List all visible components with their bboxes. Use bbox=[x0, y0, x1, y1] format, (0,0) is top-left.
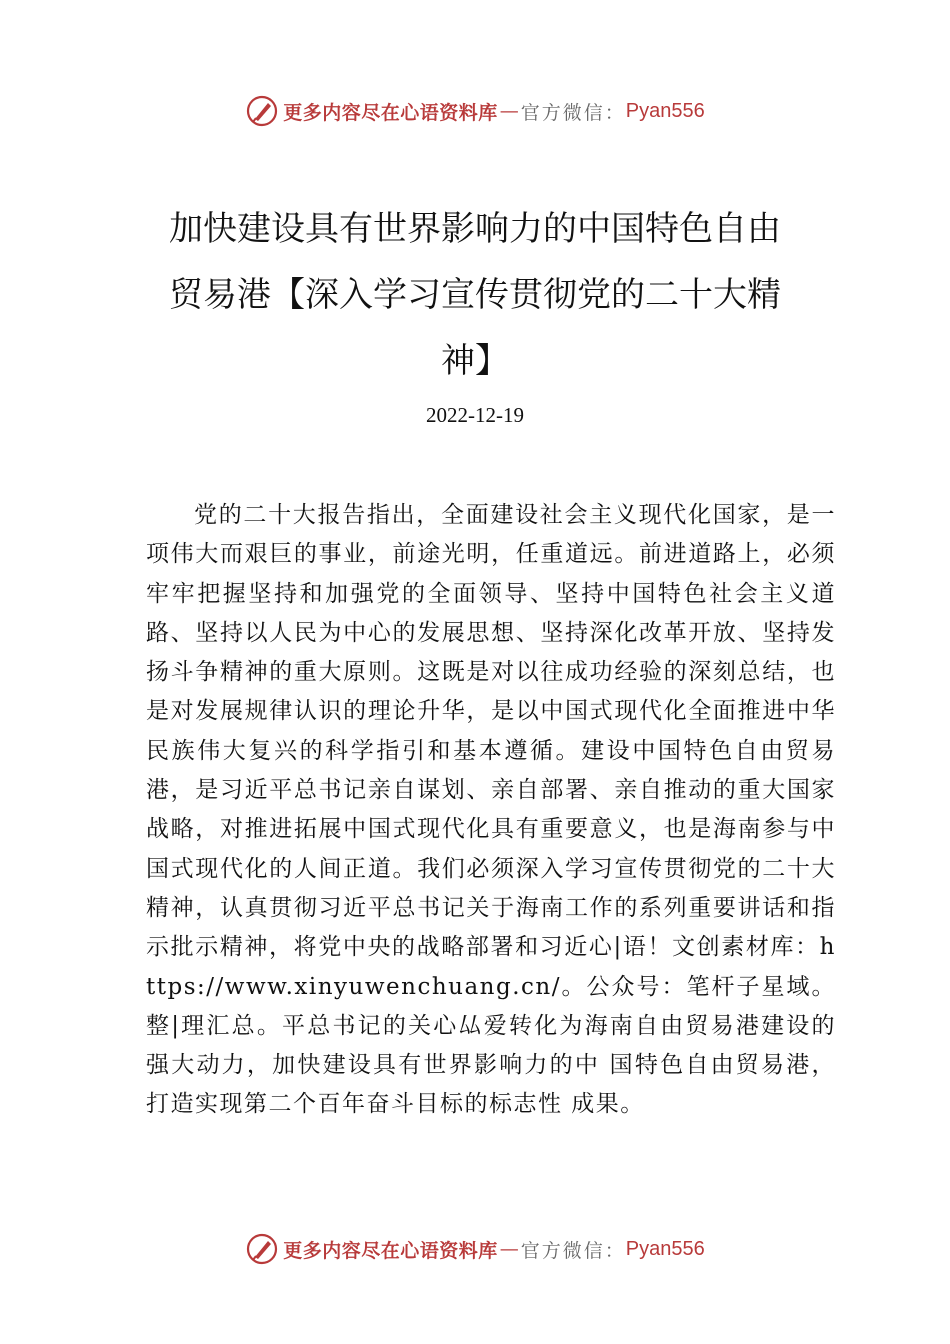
wechat-id: Pyan556 bbox=[625, 99, 705, 122]
article-body: 党的二十大报告指出，全面建设社会主义现代化国家，是一项伟大而艰巨的事业，前途光明，任重道远。前进道路上，必须牢牢把握坚持和加强党的全面领导、坚持中国特色社会主义道路、坚持以人民为中心的发展思想、坚持深化改革开放、坚持发扬斗争精神的重大原则。这既是对以往成功经验的深刻总结，也是对发展规律认识的理论升华，是以中国式现代化全面推进中华民族伟大复兴的科学指引和基本遵循。建设中国特色自由贸易港，是习近平总书记亲自谋划、亲自部署、亲自推动的重大国家战略，对推进拓展中国式现代化具有重要意义，也是海南参与中国式现代化的人间正道。我们必须深入学习宣传贯彻党的二十大精神，认真贯彻习近平总书记关于海南工作的系列重要讲话和指示批示精神，将党中央的战略部署和习近心|语！文创素材库：https://www.xinyuwenchuang.cn/。公众号：笔杆子星域。整|理汇总。平总书记的关心厸爱转化为海南自由贸易港建设的强大动力，加快建设具有世界影响力的中 国特色自由贸易港，打造实现第二个百年奋斗目标的标志性 成果。 bbox=[146, 502, 836, 1118]
official-wechat-label: 官方微信： bbox=[520, 1239, 626, 1262]
header-banner bbox=[0, 94, 950, 128]
quill-pen-logo-icon bbox=[245, 1232, 279, 1266]
brand-text: 更多内容尽在心语资料库 bbox=[283, 1239, 498, 1262]
article-title: 加快建设具有世界影响力的中国特色自由贸易港【深入学习宣传贯彻党的二十大精神】 bbox=[169, 209, 781, 381]
quill-pen-logo-icon bbox=[245, 94, 279, 128]
article-date: 2022-12-19 bbox=[426, 403, 524, 427]
brand-text: 更多内容尽在心语资料库 bbox=[283, 101, 498, 124]
official-wechat-label: 官方微信： bbox=[520, 101, 626, 124]
banner-dash: — bbox=[499, 1238, 519, 1260]
footer-banner bbox=[0, 1232, 950, 1266]
wechat-id: Pyan556 bbox=[625, 1237, 705, 1260]
banner-dash: — bbox=[499, 100, 519, 122]
